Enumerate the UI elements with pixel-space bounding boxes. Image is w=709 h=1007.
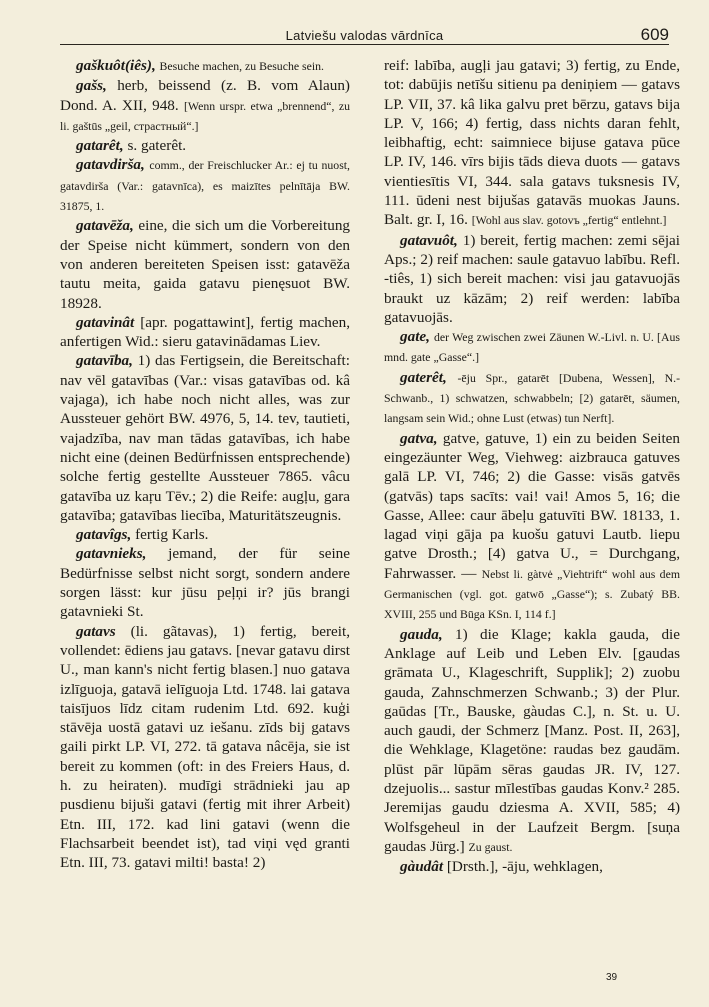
entry-definition: s. gaterêt.	[127, 137, 187, 155]
entry-note: [Wohl aus slav. gotovъ „fertig“ entlehnt.]	[471, 213, 667, 228]
entry-definition: (li. gãtavas), 1) fertig, bereit, vollendet: ēdiens jau gatavs. [nevar gatavu dirst U., man kann's nicht fertig blasen.] nuo gatava izlīguoja, gatavā ielīguoja Ltd. 1748. lai gatava taisījuos līdz citam rudenim Ltd. 692. kuģi stāvēja uostā gatavi uz iešanu. zīds bij gatavs gaili pirkt LP. VI, 272. tā gatava nâcēja, sie ist bereit zu kommen (oft: in des Freiers Haus, d. h. zu heiraten). mudīgi strādnieki jau ap pusdienu bijuši gatavi (fertig mit ihrer Arbeit) Etn. III, 172. kad lini gatavi (wenn die Flachsarbeit beendet ist), tad viņi vęd granti Etn. III, 73. gatavi milti! basta! 2)	[60, 622, 351, 872]
entry-headword: gatavuôt,	[400, 231, 458, 249]
dictionary-entry	[60, 155, 350, 216]
entry-headword: gašs,	[76, 77, 107, 95]
entry-headword: gatavîgs,	[76, 526, 132, 544]
page-number: 609	[640, 25, 669, 44]
entry-note: -ēju Spr., gatarēt [Dubena, Wessen], N.-Schwanb., 1) schwatzen, schwabbeln; [2) gatarēt, säumen, langsam sein Wid.; ohne Lust (etwas) tun Nerft].	[384, 370, 681, 426]
entry-definition: [apr. pogattawint], fertig machen, anfertigen Wid.: sieru gatavinādamas Liev.	[60, 313, 351, 351]
dictionary-entry	[384, 56, 680, 231]
entry-headword: gate,	[400, 328, 430, 346]
entry-headword: gauda,	[400, 625, 443, 643]
dictionary-entry	[60, 351, 350, 525]
entry-headword: gatavs	[76, 622, 116, 640]
entry-definition: 1) die Klage; kakla gauda, die Anklage auf Leib und Leben Elv. [gaudas grāmata U., Klageschrift, Supplik]; 2) zuobu gauda, Zahnschmerzen Schwanb.; 3) der Plur. gaūdas [Tr., Bauske, gàudas C.], n. St. u. U. auch gaudi, der Schmerz [Manz. Post. II, 263], die Wehklage, Klagetöne: raudas bez gaudām. plūst pār lūpām sēras gaudas JR. IV, 127. dzejuolis... sastur mīlestības gaudas Konv.² 285. Jeremijas gaudu dziesma A. XVII, 585; 4) Wolfsgeheul in der Laufzeit Bergm. [suņa gaudas Jürg.]	[384, 625, 681, 855]
entry-headword: gatavēža,	[76, 217, 134, 235]
dictionary-entry	[60, 525, 350, 544]
dictionary-entry	[60, 216, 350, 312]
entry-note: [Wenn urspr. etwa „brennend“, zu li. gaštūs „geil, страстный“.]	[60, 98, 351, 133]
dictionary-entry	[60, 313, 350, 352]
page-header	[60, 22, 669, 45]
dictionary-entry	[384, 368, 680, 429]
entry-definition: 1) das Fertigsein, die Bereitschaft: nav vēl gatavības (Var.: visas gatavības od. kâ vajaga), ich habe noch nicht alles, was zur Aussteuer gehört BW. 4976, 5, 14. tev, tautieti, vajadzība, nav man tādas gatavības, ich habe nicht eine (deinen Bedürfnissen entsprechende) solche fertig gestellte Aussteuer 7865. vâcu gatavība uz kaŗu Tēv.; 2) die Reife: augļu, gara gatavība; gatavības liecība, Maturitätszeugnis.	[60, 352, 351, 524]
entry-headword: gaterêt,	[400, 368, 447, 386]
dictionary-entry	[60, 76, 350, 136]
dictionary-entry	[384, 625, 680, 858]
signature-mark: 39	[606, 972, 618, 983]
entry-headword: gatarêt,	[76, 137, 124, 155]
dictionary-entry	[60, 136, 350, 155]
entry-headword: gaškuôt(iês),	[76, 57, 156, 74]
entry-headword: gàudât	[400, 858, 444, 876]
entry-definition: fertig Karls.	[135, 526, 209, 544]
entry-headword: gatavnieks,	[76, 545, 147, 563]
entry-definition: reif: labība, augļi jau gatavi; 3) fertig, zu Ende, tot: dabūjis netīšu sitienu pa deniņiem — gatavs LP. VII, 37. kâ lika galvu pret bērzu, gatavs bija LP. V, 166; 4) fertig, dass nichts daran fehlt, leibhaftig, echt: saimniece bijuse gatava pūce LP. IV, 146. vīrs bijis tāds dieva duots — gatavs vientiesītis VI, 344. sala gatavs tuksnesis IV, 111. ūdeni nest bijušas gatavās muokas Jauns. Balt. gr. I, 16.	[384, 57, 680, 229]
dictionary-entry	[60, 622, 350, 873]
dictionary-entry	[384, 857, 680, 876]
entry-definition: herb, beissend (z. B. vom Alaun) Dond. A. XII, 948.	[60, 77, 350, 114]
entry-definition: [Drsth.], -āju, wehklagen,	[446, 858, 603, 876]
entry-definition: gatve, gatuve, 1) ein zu beiden Seiten eingezäunter Weg, Viehweg: aizbrauca gatuves galā LP. VI, 746; 2) die Gasse: visās gatvēs (gatvās) taps sacīts: vai! vai! Amos 5, 16; die Gasse, Allee: caur ābeļu gatuvīti BW. 18133, 1. lagad viņi gāja pa kuošu gatuvi Lautb. liepu gatve Drosth.; [4) gatva U., = Durchgang, Fahrwasser. —	[384, 429, 680, 582]
dictionary-entry	[384, 429, 680, 625]
entry-headword: gatavdirša,	[76, 156, 145, 174]
entry-note: comm., der Freischlucker Ar.: ej tu nuost, gatavdirša (Var.: gatavnīca), es maizītes pelnītāja BW. 31875, 1.	[60, 158, 351, 214]
entry-headword: gatavība,	[76, 352, 133, 370]
entry-note: Besuche machen, zu Besuche sein.	[159, 59, 324, 73]
entry-note: Zu gaust.	[468, 839, 513, 854]
running-title: Latviešu valodas vārdnīca	[285, 28, 444, 43]
entry-headword: gatavinât	[76, 313, 135, 331]
right-column	[384, 56, 680, 876]
entry-definition: 1) bereit, fertig machen: zemi sējai Aps.; 2) reif machen: saule gatavuo labību. Refl. -tiês, 1) sich bereit machen: visi jau gatavuojās braukt uz kāzām; 2) reif werden: labība gatavuojās.	[384, 231, 681, 326]
entry-note: Nebst li. gàtvė „Viehtrift“ wohl aus dem Germanischen (vgl. got. gatwō „Gasse“); s. Zubatý BB. XVIII, 255 und Būga KSn. I, 114 f.]	[384, 566, 680, 622]
entry-definition: jemand, der für seine Bedürfnisse selbst nicht sorgt, sondern andere sorgen lässt: kur jūsu peļņi ir? jūs brangi gatavnieki St.	[60, 545, 350, 621]
dictionary-entry	[60, 56, 350, 76]
entry-definition: eine, die sich um die Vorbereitung der Speise nicht kümmert, sondern von den von anderen bereiteten Speisen isst: gatavēža tautu meita, gaida gatavu pienęsuot BW. 18928.	[60, 217, 351, 312]
dictionary-entry	[60, 544, 350, 621]
entry-headword: gatva,	[400, 429, 438, 447]
dictionary-entry	[384, 327, 680, 368]
dictionary-entry	[384, 231, 680, 327]
entry-note: der Weg zwischen zwei Zäunen W.-Livl. n. U. [Aus mnd. gate „Gasse“.]	[384, 330, 680, 365]
left-column	[60, 56, 350, 872]
